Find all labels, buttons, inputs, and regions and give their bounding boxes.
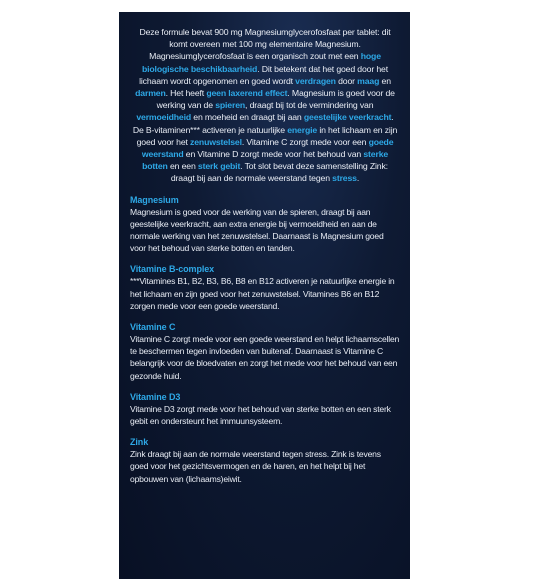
- intro-text: en een: [167, 161, 198, 172]
- intro-text: en: [379, 75, 391, 86]
- section-vitamine-c: [130, 321, 400, 382]
- section-vitamine-d3: [130, 391, 400, 427]
- section-title: Vitamine D3: [130, 391, 181, 402]
- section-text: Vitamine D3 zorgt mede voor het behoud van sterke botten en een sterk gebit en ondersteunt het immuunsysteem.: [130, 403, 391, 427]
- intro-text: Deze formule bevat 900 mg Magnesiumglycerofosfaat per tablet: dit komt overeen met 100 mg elementaire Magnesium. Magnesiumglycerofosfaat is een organisch zout met een: [139, 27, 391, 62]
- intro-text: en moeheid en draagt bij aan: [191, 112, 304, 123]
- section-text: Vitamine C zorgt mede voor een goede weerstand en helpt lichaamscellen te beschermen tegen invloeden van buitenaf. Daarnaast is Vitamine C belangrijk voor de bloedvaten en zorgt het mede voor het behoud van een gezonde huid.: [130, 334, 400, 381]
- highlighted-term: zenuwstelsel: [190, 136, 242, 147]
- intro-text: .: [356, 173, 360, 184]
- intro-text: . Dit betekent dat het goed door het lichaam wordt opgenomen en goed wordt: [139, 63, 388, 86]
- intro-text: , draagt bij tot de vermindering van: [245, 100, 374, 111]
- highlighted-term: sterke botten: [142, 149, 389, 172]
- highlighted-term: goede weerstand: [141, 136, 394, 160]
- highlighted-term: geen laxerend effect: [206, 88, 288, 99]
- section-zink: [130, 436, 400, 485]
- intro-text: . Vitamine C zorgt mede voor een: [241, 136, 369, 147]
- section-title: Vitamine C: [130, 322, 176, 333]
- intro-text: in het lichaam en zijn goed voor het: [136, 124, 398, 147]
- intro-paragraph: [130, 26, 400, 185]
- intro-text: . Magnesium is goed voor de werking van de: [156, 88, 395, 111]
- section-text: ***Vitamines B1, B2, B3, B6, B8 en B12 activeren je natuurlijke energie in het lichaam en zijn goed voor het zenuwstelsel. Vitamines B6 en B12 zorgen mede voor een goede weerstand.: [130, 276, 395, 311]
- intro-text: . De B-vitaminen*** activeren je natuurlijke: [132, 112, 394, 135]
- section-vitamine-b-complex: [130, 263, 400, 312]
- section-title: Magnesium: [130, 194, 179, 205]
- highlighted-term: hoge biologische beschikbaarheid: [141, 51, 381, 74]
- highlighted-term: geestelijke veerkracht: [303, 112, 392, 123]
- highlighted-term: energie: [287, 124, 318, 135]
- product-info-panel: [119, 12, 410, 579]
- intro-text: . Tot slot bevat deze samenstelling Zink: draagt bij aan de normale weerstand tegen: [170, 161, 388, 184]
- highlighted-term: spieren: [215, 100, 246, 111]
- section-text: Zink draagt bij aan de normale weerstand tegen stress. Zink is tevens goed voor het gezichtsvermogen en de haren, en het helpt bij het opbouwen van (lichaams)eiwit.: [130, 449, 381, 484]
- highlighted-term: maag: [357, 75, 380, 86]
- highlighted-term: verdragen: [295, 75, 336, 86]
- section-text: Magnesium is goed voor de werking van de spieren, draagt bij aan geestelijke veerkracht, aan extra energie bij vermoeidheid en aan de normale werking van het zenuwstelsel. Daarnaast is Magnesium goed voor het behoud van sterke botten en tanden.: [130, 206, 384, 254]
- intro-text: door: [335, 75, 358, 86]
- section-magnesium: [130, 194, 400, 255]
- section-title: Zink: [130, 437, 149, 448]
- highlighted-term: vermoeidheid: [136, 112, 192, 123]
- highlighted-term: stress: [332, 173, 357, 184]
- section-title: Vitamine B-complex: [130, 264, 215, 275]
- intro-text: en Vitamine D zorgt mede voor het behoud van: [183, 149, 364, 160]
- intro-text: . Het heeft: [165, 88, 207, 99]
- highlighted-term: sterk gebit: [197, 161, 241, 172]
- highlighted-term: darmen: [135, 88, 166, 99]
